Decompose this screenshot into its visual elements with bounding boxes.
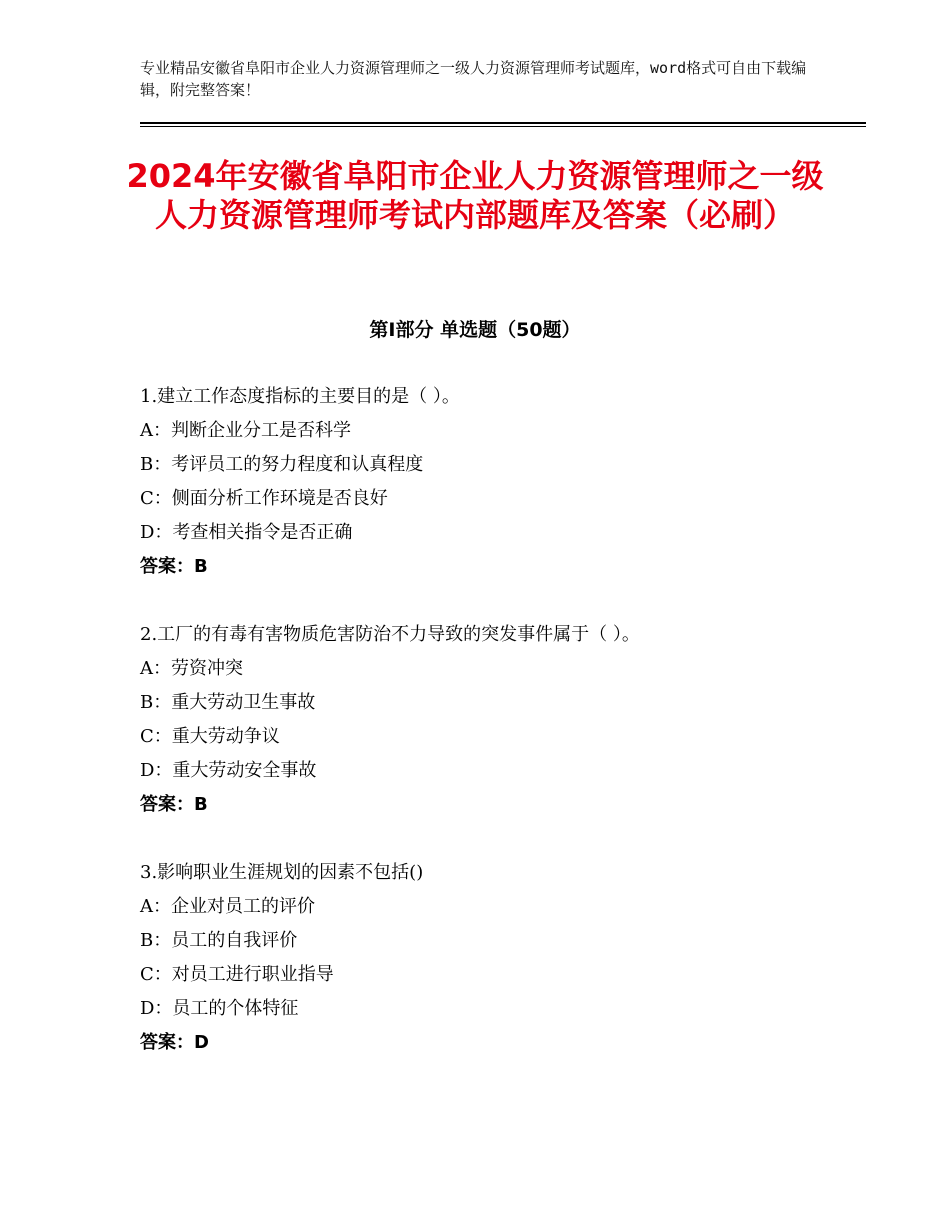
- question-list: [140, 380, 840, 1094]
- option-c: C：对员工进行职业指导: [140, 964, 334, 985]
- question-stem: 1.建立工作态度指标的主要目的是（ ）。: [140, 386, 460, 407]
- answer-line: 答案：B: [140, 794, 208, 815]
- option-b: B：员工的自我评价: [140, 930, 298, 951]
- answer-line: 答案：D: [140, 1032, 209, 1053]
- header-divider-thick: [140, 122, 866, 124]
- header-divider-thin: [140, 126, 866, 127]
- option-c: C：重大劳动争议: [140, 726, 280, 747]
- option-a: A：判断企业分工是否科学: [140, 420, 351, 441]
- question-item: [140, 856, 840, 1060]
- question-item: [140, 380, 840, 584]
- option-a: A：企业对员工的评价: [140, 896, 315, 917]
- option-a: A：劳资冲突: [140, 658, 243, 679]
- answer-line: 答案：B: [140, 556, 208, 577]
- option-d: D：考查相关指令是否正确: [140, 522, 353, 543]
- option-c: C：侧面分析工作环境是否良好: [140, 488, 388, 509]
- option-d: D：重大劳动安全事故: [140, 760, 317, 781]
- question-item: [140, 618, 840, 822]
- header-note: 专业精品安徽省阜阳市企业人力资源管理师之一级人力资源管理师考试题库，word格式可自由下载编辑，附完整答案！: [140, 59, 807, 99]
- option-d: D：员工的个体特征: [140, 998, 299, 1019]
- option-b: B：重大劳动卫生事故: [140, 692, 316, 713]
- document-title: 2024年安徽省阜阳市企业人力资源管理师之一级人力资源管理师考试内部题库及答案（必刷）: [126, 157, 824, 234]
- section-heading: 第Ⅰ部分 单选题（50题）: [369, 319, 581, 341]
- question-stem: 3.影响职业生涯规划的因素不包括(): [140, 862, 424, 883]
- question-stem: 2.工厂的有毒有害物质危害防治不力导致的突发事件属于（ ）。: [140, 624, 640, 645]
- option-b: B：考评员工的努力程度和认真程度: [140, 454, 424, 475]
